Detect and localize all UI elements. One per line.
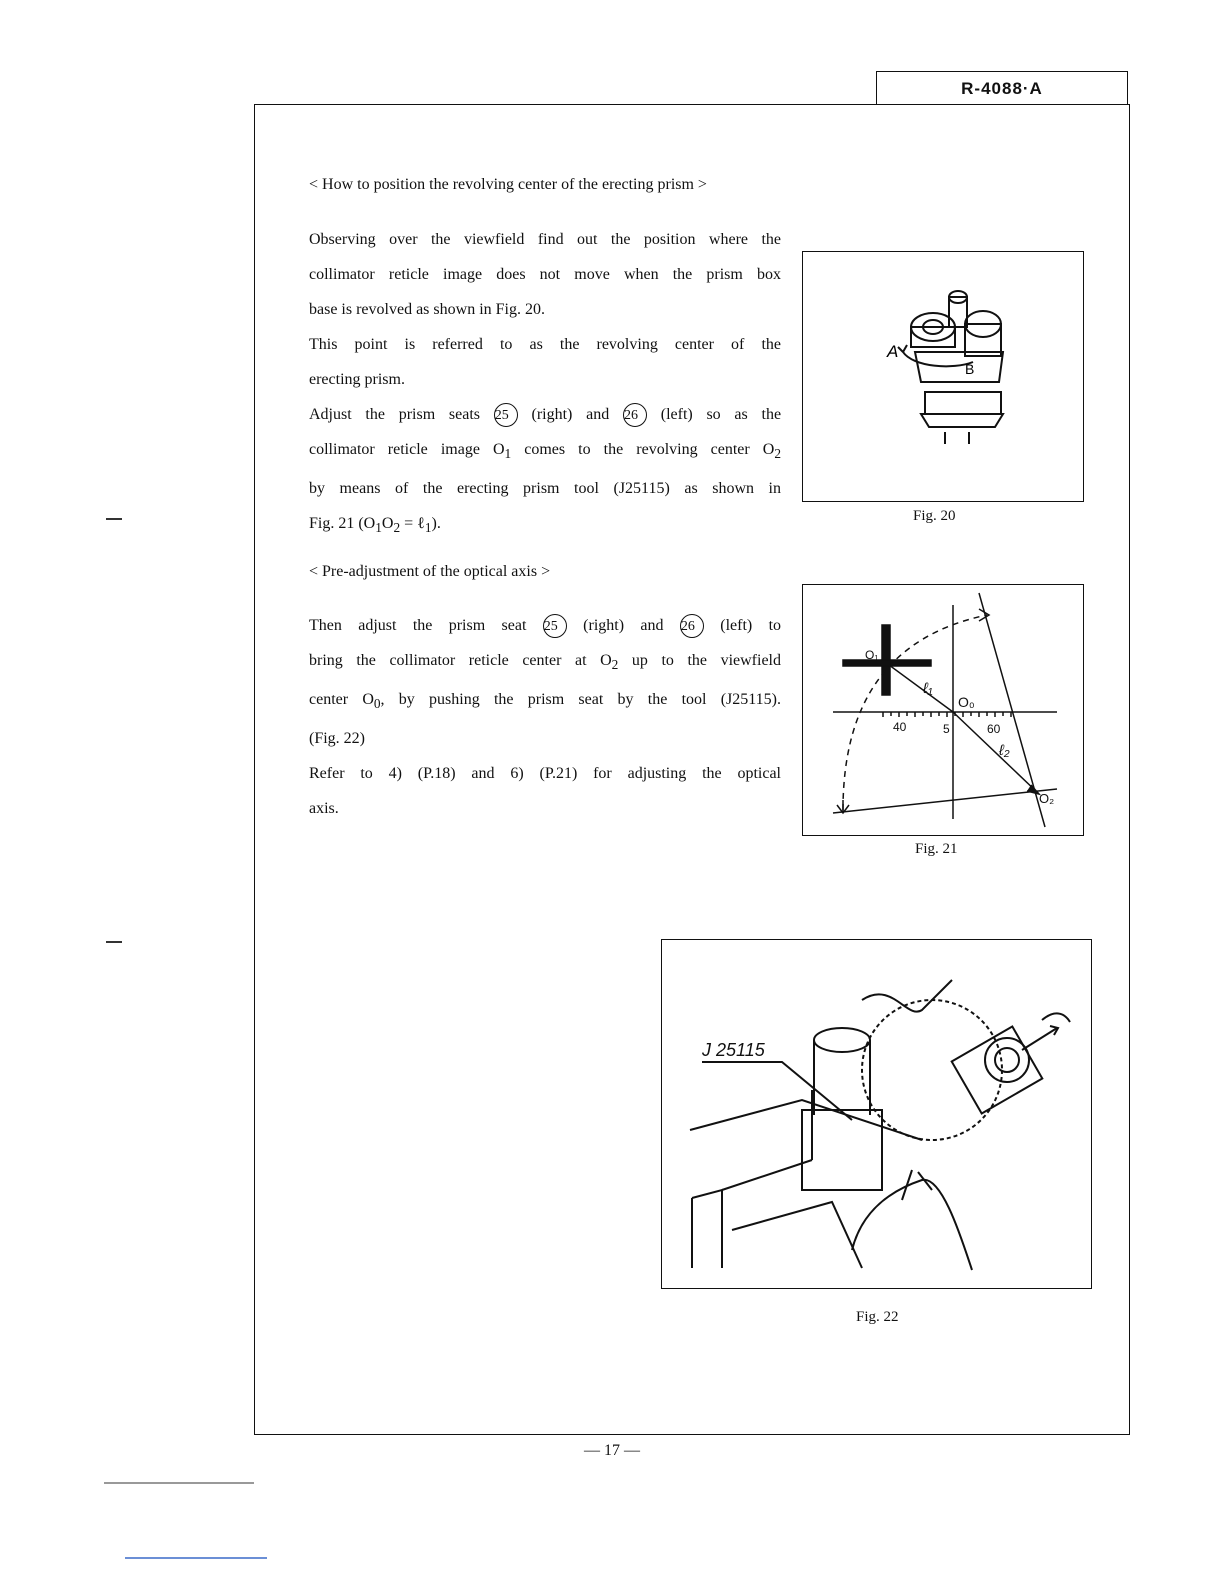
part-number-26: 26 (623, 403, 647, 427)
text-line: axis. (309, 800, 339, 818)
text-line (309, 682, 781, 721)
fig20-label-a: A (887, 342, 899, 361)
text-fragment: up to the viewfield (618, 652, 781, 669)
text-line (309, 506, 781, 545)
text-fragment: , by pushing the prism seat by the tool (J25115). (380, 691, 781, 709)
text-fragment: comes to the revolving center O (511, 441, 775, 458)
fig20-label-b: B (965, 361, 975, 377)
margin-mark (106, 941, 122, 943)
text-line: Observing over the viewfield find out the position where the (309, 231, 781, 248)
margin-rule (104, 1482, 254, 1484)
part-number-25: 25 (494, 403, 518, 427)
fig20-illustration (802, 251, 1084, 502)
text-line: erecting prism. (309, 371, 405, 388)
text-fragment: center O (309, 691, 374, 709)
text-line (309, 608, 781, 643)
text-line: (Fig. 22) (309, 730, 365, 748)
text-line: collimator reticle image does not move when the prism box (309, 266, 781, 283)
margin-rule (125, 1557, 267, 1559)
text-fragment: Then adjust the prism seat (309, 617, 527, 634)
fig21-tick-40: 40 (893, 720, 907, 734)
subscript: 0 (373, 696, 381, 712)
text-fragment: collimator reticle image O (309, 441, 505, 458)
section-heading-revolving-center: < How to position the revolving center of the erecting prism > (309, 176, 707, 193)
text-line (309, 643, 781, 682)
text-line (309, 397, 781, 432)
text-fragment: = ℓ (400, 515, 425, 533)
text-fragment: ). (431, 515, 441, 533)
part-number-26: 26 (680, 614, 704, 638)
text-fragment: (right) and (531, 406, 610, 423)
fig21-caption: Fig. 21 (915, 841, 958, 857)
fig21-tick-50: 5 (943, 722, 950, 736)
text-fragment: Adjust the prism seats (309, 406, 480, 423)
part-number-25: 25 (543, 614, 567, 638)
fig22-caption: Fig. 22 (856, 1309, 899, 1325)
prism-box-drawing (803, 252, 1082, 500)
text-line: by means of the erecting prism tool (J25115) as shown in (309, 480, 781, 498)
subscript: 2 (774, 446, 781, 462)
fig21-diagram (802, 584, 1084, 836)
margin-mark (106, 518, 122, 520)
text-fragment: (right) and (583, 617, 664, 634)
text-line: Refer to 4) (P.18) and 6) (P.21) for adjusting the optical (309, 765, 781, 783)
optical-axis-diagram (803, 585, 1082, 834)
fig21-label-l1: ℓ₁ (923, 680, 933, 697)
fig21-tick-60: 60 (987, 722, 1001, 736)
subscript: 1 (504, 446, 512, 462)
text-line (309, 432, 781, 471)
text-line: base is revolved as shown in Fig. 20. (309, 301, 545, 318)
fig22-illustration (661, 939, 1092, 1289)
page-number: — 17 — (584, 1442, 640, 1459)
section2-text (309, 608, 781, 826)
text-fragment: O (381, 515, 394, 533)
tool-usage-drawing (662, 940, 1090, 1287)
section-heading-pre-adjustment: < Pre-adjustment of the optical axis > (309, 563, 551, 580)
text-line: This point is referred to as the revolving center of the (309, 336, 781, 353)
fig21-label-o2: O₂ (1039, 791, 1055, 806)
subscript: 2 (611, 657, 619, 673)
text-fragment: (left) so as the (660, 406, 782, 423)
text-fragment: (left) to (720, 617, 782, 634)
text-fragment: bring the collimator reticle center at O (309, 652, 612, 669)
subscript: 2 (393, 520, 401, 536)
subscript: 1 (424, 520, 432, 536)
document-code: R-4088·A (876, 71, 1128, 105)
fig21-label-o0: O₀ (958, 694, 975, 710)
fig21-label-l2: ℓ₂ (999, 742, 1010, 759)
text-fragment: Fig. 21 (O (309, 515, 376, 533)
fig22-tool-label: J 25115 (702, 1040, 765, 1060)
fig21-label-o1: O₁ (865, 648, 879, 662)
fig20-caption: Fig. 20 (913, 508, 956, 524)
subscript: 1 (375, 520, 382, 536)
section1-text (309, 222, 781, 545)
